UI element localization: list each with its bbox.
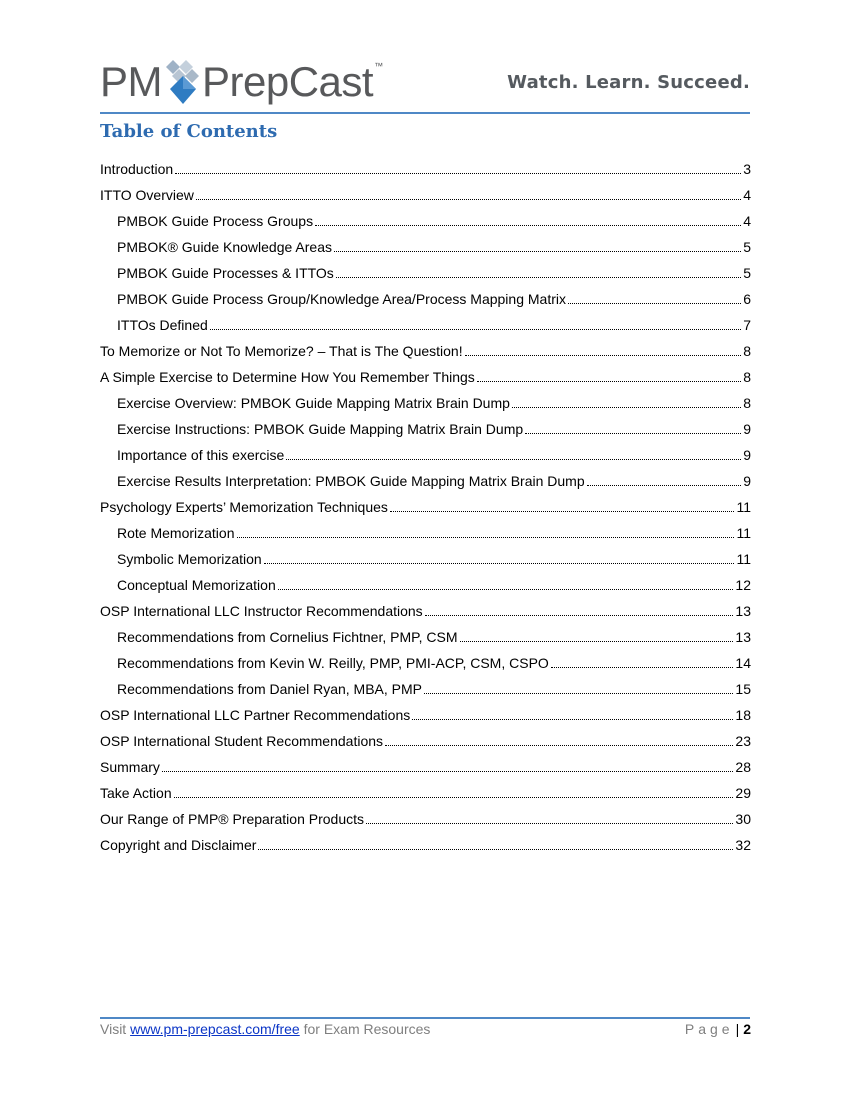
toc-entry-title: OSP International LLC Partner Recommendations xyxy=(100,707,411,723)
toc-dot-leader xyxy=(258,847,733,850)
page-footer xyxy=(100,1021,751,1041)
toc-dot-leader xyxy=(424,691,733,694)
toc-entry-title: Summary xyxy=(100,759,160,775)
tagline: Watch. Learn. Succeed. xyxy=(507,72,750,93)
toc-entry[interactable] xyxy=(100,152,751,178)
toc-entry-title: PMBOK Guide Process Group/Knowledge Area/Process Mapping Matrix xyxy=(117,291,566,307)
toc-dot-leader xyxy=(477,379,741,382)
header-divider xyxy=(100,112,750,114)
footer-visit-text xyxy=(100,1021,430,1037)
toc-entry[interactable] xyxy=(100,698,751,724)
diamond-logo-icon xyxy=(165,58,201,106)
toc-entry-page: 8 xyxy=(743,343,751,359)
toc-entry[interactable] xyxy=(100,828,751,854)
toc-entry[interactable] xyxy=(100,256,751,282)
page-header xyxy=(100,52,750,114)
toc-entry-title: Symbolic Memorization xyxy=(117,551,262,567)
toc-entry-title: PMBOK® Guide Knowledge Areas xyxy=(117,239,332,255)
toc-entry[interactable] xyxy=(100,386,751,412)
toc-entry-title: Psychology Experts’ Memorization Techniques xyxy=(100,499,388,515)
toc-dot-leader xyxy=(385,743,733,746)
toc-entry-title: Recommendations from Kevin W. Reilly, PMP, PMI-ACP, CSM, CSPO xyxy=(117,655,549,671)
footer-after-link: for Exam Resources xyxy=(299,1021,431,1037)
toc-entry-title: Recommendations from Cornelius Fichtner, PMP, CSM xyxy=(117,629,458,645)
toc-entry[interactable] xyxy=(100,464,751,490)
logo-pm-text: PM xyxy=(100,58,162,105)
toc-entry-page: 4 xyxy=(743,213,751,229)
toc-entry-page: 18 xyxy=(735,707,751,723)
toc-entry[interactable] xyxy=(100,542,751,568)
toc-entry-title: OSP International LLC Instructor Recommendations xyxy=(100,603,423,619)
toc-dot-leader xyxy=(278,587,734,590)
toc-dot-leader xyxy=(264,561,735,564)
toc-entry[interactable] xyxy=(100,724,751,750)
toc-entry[interactable] xyxy=(100,672,751,698)
toc-dot-leader xyxy=(210,327,741,330)
toc-entry-page: 32 xyxy=(735,837,751,853)
toc-dot-leader xyxy=(336,275,741,278)
toc-entry[interactable] xyxy=(100,204,751,230)
toc-entry-title: OSP International Student Recommendations xyxy=(100,733,384,749)
logo-trademark: ™ xyxy=(374,61,384,71)
toc-entry-page: 14 xyxy=(735,655,751,671)
toc-entry-page: 5 xyxy=(743,239,751,255)
toc-dot-leader xyxy=(174,795,734,798)
toc-entry-page: 12 xyxy=(735,577,751,593)
toc-entry[interactable] xyxy=(100,594,751,620)
footer-visit-label: Visit xyxy=(100,1021,131,1037)
toc-entry-title: Exercise Overview: PMBOK Guide Mapping Matrix Brain Dump xyxy=(117,395,510,411)
toc-entry-title: Recommendations from Daniel Ryan, MBA, PMP xyxy=(117,681,422,697)
toc-dot-leader xyxy=(334,249,741,252)
toc-entry-title: Exercise Instructions: PMBOK Guide Mapping Matrix Brain Dump xyxy=(117,421,524,437)
toc-dot-leader xyxy=(315,223,741,226)
toc-entry-page: 9 xyxy=(743,421,751,437)
toc-entry-page: 13 xyxy=(735,629,751,645)
toc-dot-leader xyxy=(512,405,741,408)
toc-dot-leader xyxy=(425,613,734,616)
page-number: 2 xyxy=(743,1021,751,1037)
toc-entry[interactable] xyxy=(100,750,751,776)
toc-entry-title: Rote Memorization xyxy=(117,525,235,541)
toc-entry-page: 29 xyxy=(735,785,751,801)
toc-entry-page: 23 xyxy=(735,733,751,749)
toc-entry-page: 11 xyxy=(736,499,751,515)
toc-dot-leader xyxy=(237,535,735,538)
toc-entry-page: 8 xyxy=(743,395,751,411)
page-label: Page xyxy=(684,1021,734,1037)
exam-resources-link[interactable]: www.pm-prepcast.com/free xyxy=(130,1021,300,1037)
toc-dot-leader xyxy=(465,353,742,356)
toc-dot-leader xyxy=(568,301,741,304)
toc-dot-leader xyxy=(390,509,735,512)
toc-entry-title: Importance of this exercise xyxy=(117,447,285,463)
toc-entry[interactable] xyxy=(100,646,751,672)
toc-entry[interactable] xyxy=(100,178,751,204)
toc-entry[interactable] xyxy=(100,776,751,802)
toc-entry-title: ITTOs Defined xyxy=(117,317,208,333)
toc-entry-title: Copyright and Disclaimer xyxy=(100,837,257,853)
toc-entry-page: 11 xyxy=(736,525,751,541)
toc-entry-title: PMBOK Guide Processes & ITTOs xyxy=(117,265,334,281)
toc-entry-page: 4 xyxy=(743,187,751,203)
toc-entry-title: Our Range of PMP® Preparation Products xyxy=(100,811,364,827)
toc-entry-title: Take Action xyxy=(100,785,172,801)
toc-entry-page: 15 xyxy=(735,681,751,697)
toc-entry-page: 9 xyxy=(743,473,751,489)
toc-entry[interactable] xyxy=(100,438,751,464)
toc-entry-page: 28 xyxy=(735,759,751,775)
table-of-contents xyxy=(100,152,751,854)
toc-dot-leader xyxy=(587,483,742,486)
toc-dot-leader xyxy=(175,171,741,174)
logo-prepcast-text: PrepCast xyxy=(202,58,374,105)
toc-dot-leader xyxy=(366,821,733,824)
toc-dot-leader xyxy=(412,717,733,720)
toc-entry-title: Exercise Results Interpretation: PMBOK Guide Mapping Matrix Brain Dump xyxy=(117,473,585,489)
footer-divider xyxy=(100,1017,750,1019)
toc-entry-page: 5 xyxy=(743,265,751,281)
toc-entry-title: To Memorize or Not To Memorize? – That is The Question! xyxy=(100,343,463,359)
toc-dot-leader xyxy=(525,431,741,434)
toc-entry-title: A Simple Exercise to Determine How You Remember Things xyxy=(100,369,475,385)
toc-entry-page: 3 xyxy=(743,161,751,177)
toc-entry-page: 11 xyxy=(736,551,751,567)
toc-entry-title: Introduction xyxy=(100,161,174,177)
toc-dot-leader xyxy=(460,639,734,642)
toc-entry[interactable] xyxy=(100,516,751,542)
toc-entry[interactable] xyxy=(100,412,751,438)
toc-dot-leader xyxy=(286,457,741,460)
toc-entry[interactable] xyxy=(100,360,751,386)
toc-entry[interactable] xyxy=(100,620,751,646)
toc-dot-leader xyxy=(551,665,734,668)
pm-prepcast-logo xyxy=(100,54,383,110)
page-separator: | xyxy=(735,1021,740,1037)
toc-entry-page: 7 xyxy=(743,317,751,333)
toc-heading: Table of Contents xyxy=(100,121,278,142)
toc-entry[interactable] xyxy=(100,282,751,308)
toc-entry-page: 13 xyxy=(735,603,751,619)
toc-dot-leader xyxy=(196,197,741,200)
toc-entry[interactable] xyxy=(100,230,751,256)
page-indicator xyxy=(685,1021,751,1037)
toc-entry[interactable] xyxy=(100,334,751,360)
toc-entry[interactable] xyxy=(100,308,751,334)
toc-entry-page: 9 xyxy=(743,447,751,463)
toc-entry-title: Conceptual Memorization xyxy=(117,577,276,593)
toc-dot-leader xyxy=(162,769,734,772)
toc-entry[interactable] xyxy=(100,490,751,516)
toc-entry-page: 30 xyxy=(735,811,751,827)
toc-entry[interactable] xyxy=(100,802,751,828)
toc-entry-title: PMBOK Guide Process Groups xyxy=(117,213,314,229)
toc-entry-page: 8 xyxy=(743,369,751,385)
toc-entry[interactable] xyxy=(100,568,751,594)
toc-entry-page: 6 xyxy=(743,291,751,307)
toc-entry-title: ITTO Overview xyxy=(100,187,194,203)
